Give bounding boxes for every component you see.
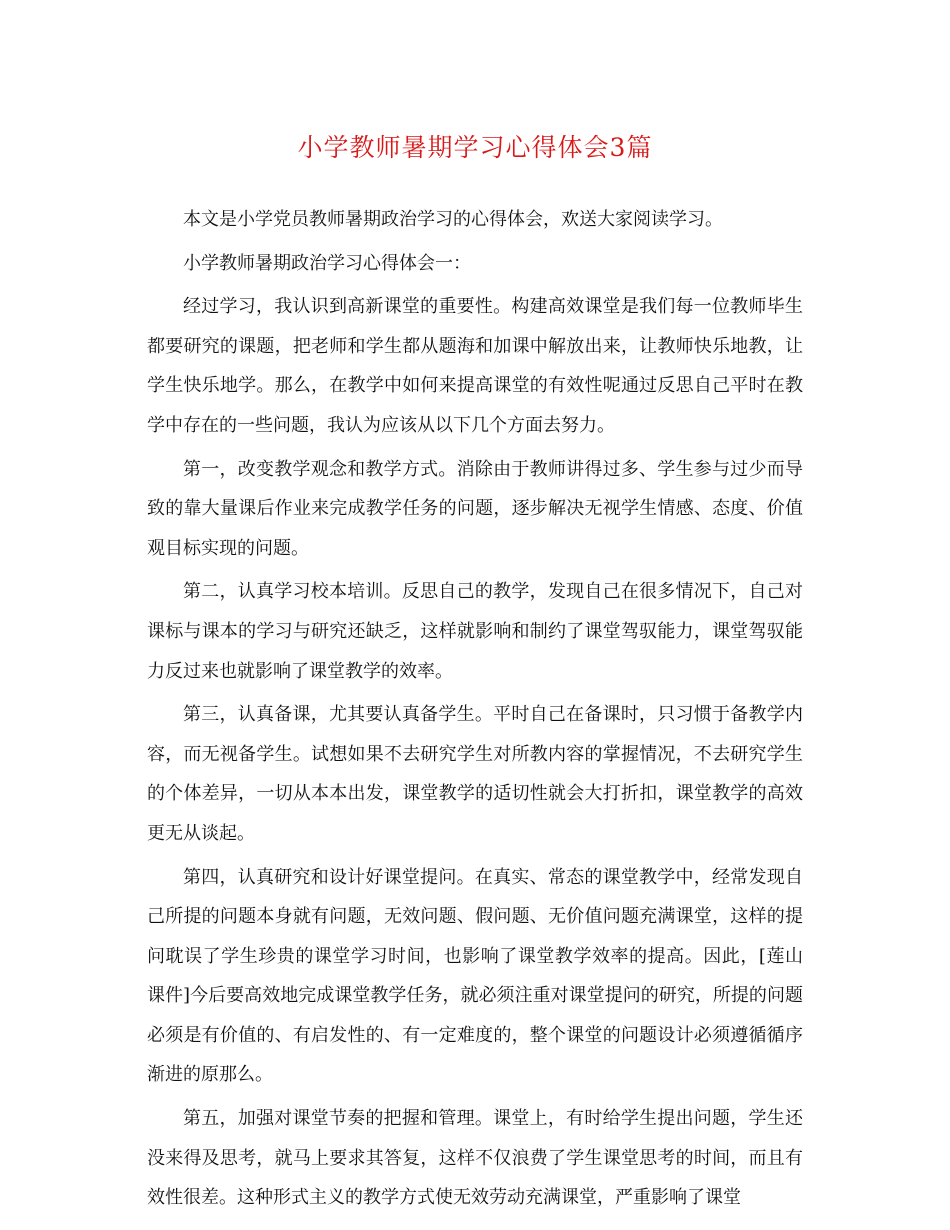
- paragraph-point-1: 第一，改变教学观念和教学方式。消除由于教师讲得过多、学生参与过少而导致的靠大量课后作业来完成教学任务的问题，逐步解决无视学生情感、态度、价值观目标实现的问题。: [147, 458, 803, 559]
- paragraph-overview: 经过学习，我认识到高新课堂的重要性。构建高效课堂是我们每一位教师毕生都要研究的课题，把老师和学生都从题海和加课中解放出来，让教师快乐地教，让学生快乐地学。那么，在教学中如何来提高课堂的有效性呢通过反思自己平时在教学中存在的一些问题，我认为应该从以下几个方面去努力。: [147, 296, 803, 436]
- paragraph-point-2: 第二，认真学习校本培训。反思自己的教学，发现自己在很多情况下，自己对课标与课本的学习与研究还缺乏，这样就影响和制约了课堂驾驭能力，课堂驾驭能力反过来也就影响了课堂教学的效率。: [147, 581, 803, 682]
- paragraph-intro: 本文是小学党员教师暑期政治学习的心得体会，欢送大家阅读学习。: [183, 209, 723, 230]
- paragraph-point-3: 第三，认真备课，尤其要认真备学生。平时自己在备课时，只习惯于备教学内容，而无视备学生。试想如果不去研究学生对所教内容的掌握情况，不去研究学生的个体差异，一切从本本出发，课堂教学的适切性就会大打折扣，课堂教学的高效更无从谈起。: [147, 704, 803, 844]
- document-title: 小学教师暑期学习心得体会3篇: [297, 133, 653, 162]
- paragraph-section-heading: 小学教师暑期政治学习心得体会一：: [183, 252, 471, 274]
- paragraph-point-5: 第五，加强对课堂节奏的把握和管理。课堂上，有时给学生提出问题，学生还没来得及思考，就马上要求其答复，这样不仅浪费了学生课堂思考的时间，而且有效性很差。这种形式主义的教学方式使无效劳动充满课堂，严重影响了课堂: [147, 1108, 803, 1209]
- document-body: [147, 200, 803, 1222]
- paragraph-point-4: 第四，认真研究和设计好课堂提问。在真实、常态的课堂教学中，经常发现自己所提的问题本身就有问题，无效问题、假问题、无价值问题充满课堂，这样的提问耽误了学生珍贵的课堂学习时间，也影响了课堂教学效率的提高。因此，[莲山 课件]今后要高效地完成课堂教学任务，就必须注重对课堂提问的研究，所提的问题必须是有价值的、有启发性的、有一定难度的，整个课堂的问题设计必须遵循循序渐进的原那么。: [147, 866, 803, 1086]
